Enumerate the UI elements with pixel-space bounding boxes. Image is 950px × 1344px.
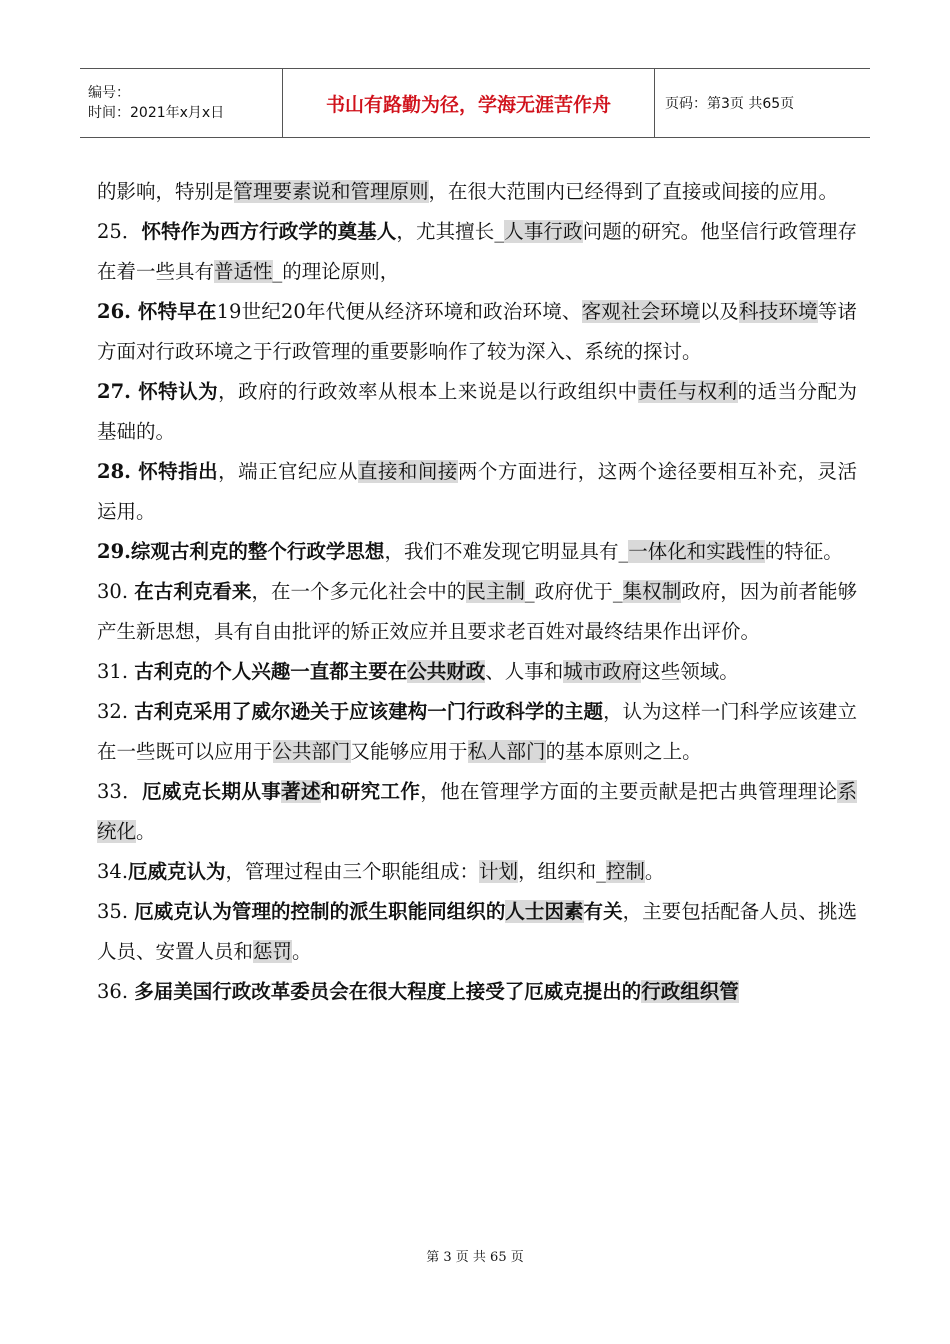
text-run: 厄威克认为管理的控制的派生职能同组织的 (134, 900, 506, 923)
highlighted-answer: 民主制 (466, 580, 525, 603)
text-run: 在古利克看来 (134, 580, 252, 603)
text-run: 30. (97, 580, 135, 603)
highlighted-answer: 管理要素说和管理原则 (233, 180, 429, 203)
text-run: 27. 怀特认为 (97, 380, 219, 403)
highlighted-answer: 计划 (479, 860, 519, 883)
paragraph (97, 172, 857, 212)
highlighted-answer: 客观社会环境 (581, 300, 700, 323)
paragraph (97, 532, 857, 572)
highlighted-answer: 人事行政 (504, 220, 583, 243)
text-run: 又能够应用于 (350, 740, 468, 763)
paragraph (97, 292, 857, 372)
text-run: 34. (97, 860, 129, 883)
text-run: ，我们不难发现它明显具有_ (384, 540, 629, 563)
text-run: 古利克的个人兴趣一直都主要在 (134, 660, 408, 683)
highlighted-answer: 公共财政 (407, 660, 486, 683)
header-page-info: 页码：第3页 共65页 (665, 96, 795, 112)
text-run: 厄威克认为 (128, 860, 226, 883)
highlighted-answer: 科技环境 (739, 300, 818, 323)
text-run: 的影响，特别是 (97, 180, 234, 203)
paragraph (97, 692, 857, 772)
paragraph (97, 892, 857, 972)
header-motto: 书山有路勤为径，学海无涯苦作舟 (325, 93, 611, 116)
text-run: 怀特作为西方行政学的奠基人 (141, 220, 397, 243)
text-run: 35. (97, 900, 135, 923)
header-motto-cell (283, 69, 655, 137)
paragraph (97, 852, 857, 892)
text-run: 29.综观古利克的整个行政学思想 (97, 540, 385, 563)
document-body (97, 172, 857, 1012)
text-run: 31. (97, 660, 135, 683)
text-run: 古利克采用了威尔逊关于应该建构一门行政科学的主题 (134, 700, 604, 723)
text-run: 这些领域。 (641, 660, 739, 683)
text-run: 问题的研究。他坚信行政管理存在着一些具有 (97, 220, 857, 283)
text-run: ，他在管理学方面的主要贡献是把古典管理理论 (420, 780, 838, 803)
highlighted-answer: 人士因素 (505, 900, 584, 923)
text-run: 25． (97, 220, 142, 243)
text-run: ，端正官纪应从 (218, 460, 358, 483)
text-run: 19世纪20年代便从经济环境和政治环境、 (216, 300, 582, 323)
text-run: 以及 (699, 300, 740, 323)
text-run: ，主要包括配备人员、挑选人员、安置人员和 (97, 900, 857, 963)
text-run: 有关 (583, 900, 623, 923)
paragraph (97, 452, 857, 532)
highlighted-answer: 著述 (281, 780, 321, 803)
text-run: 的特征。 (764, 540, 843, 563)
paragraph (97, 652, 857, 692)
text-run: ，组织和_ (518, 860, 606, 883)
text-run: 和研究工作 (320, 780, 421, 803)
text-run: ，在一个多元化社会中的 (251, 580, 467, 603)
text-run: 两个方面进行，这两个途径要相互补充，灵活运用。 (97, 460, 857, 523)
text-run: 26. 怀特早在 (97, 300, 217, 323)
text-run: 、人事和 (485, 660, 564, 683)
highlighted-answer: 惩罚 (253, 940, 293, 963)
document-number-label: 编号： (88, 85, 130, 101)
text-run: 。 (292, 940, 312, 963)
paragraph (97, 372, 857, 452)
highlighted-answer: 普适性 (214, 260, 273, 283)
highlighted-answer: 一体化和实践性 (628, 540, 765, 563)
page-header (80, 68, 870, 138)
highlighted-answer: 直接和间接 (357, 460, 458, 483)
highlighted-answer: 私人部门 (467, 740, 546, 763)
text-run: 的基本原则之上。 (545, 740, 702, 763)
highlighted-answer: 集权制 (622, 580, 682, 603)
paragraph (97, 972, 857, 1012)
text-run: 厄威克长期从事 (142, 780, 282, 803)
highlighted-answer: 公共部门 (272, 740, 351, 763)
text-run: ，认为这样一门科学应该建立在一些既可以应用于 (97, 700, 857, 763)
text-run: 33． (97, 780, 143, 803)
highlighted-answer: 系统化 (97, 780, 857, 843)
highlighted-answer: 控制 (605, 860, 645, 883)
text-run: 。 (136, 820, 156, 843)
text-run: 36. (97, 980, 135, 1003)
header-meta-cell (80, 69, 283, 137)
text-run: 的适当分配为基础的。 (97, 380, 857, 443)
text-run: _的理论原则， (272, 260, 400, 283)
text-run: 多届美国行政改革委员会在很大程度上接受了厄威克提出的 (134, 980, 642, 1003)
text-run: ，尤其擅长_ (396, 220, 505, 243)
paragraph (97, 772, 857, 852)
text-run: ，管理过程由三个职能组成： (225, 860, 480, 883)
paragraph (97, 212, 857, 292)
text-run: ，在很大范围内已经得到了直接或间接的应用。 (428, 180, 839, 203)
highlighted-answer: 城市政府 (563, 660, 642, 683)
document-time-label: 时间：2021年x月x日 (88, 105, 225, 121)
text-run: _政府优于_ (524, 580, 623, 603)
paragraph (97, 572, 857, 652)
highlighted-answer: 行政组织管 (641, 980, 739, 1003)
text-run: 。 (644, 860, 665, 883)
highlighted-answer: 责任与权利 (637, 380, 738, 403)
page-footer: 第 3 页 共 65 页 (426, 1250, 524, 1265)
text-run: 政府，因为前者能够产生新思想，具有自由批评的矫正效应并且要求老百姓对最终结果作出评价。 (97, 580, 857, 643)
text-run: 28. 怀特指出 (97, 460, 219, 483)
text-run: ，政府的行政效率从根本上来说是以行政组织中 (218, 380, 638, 403)
text-run: 等诸方面对行政环境之于行政管理的重要影响作了较为深入、系统的探讨。 (97, 300, 857, 363)
header-page-cell (655, 69, 870, 137)
text-run: 32. (97, 700, 135, 723)
